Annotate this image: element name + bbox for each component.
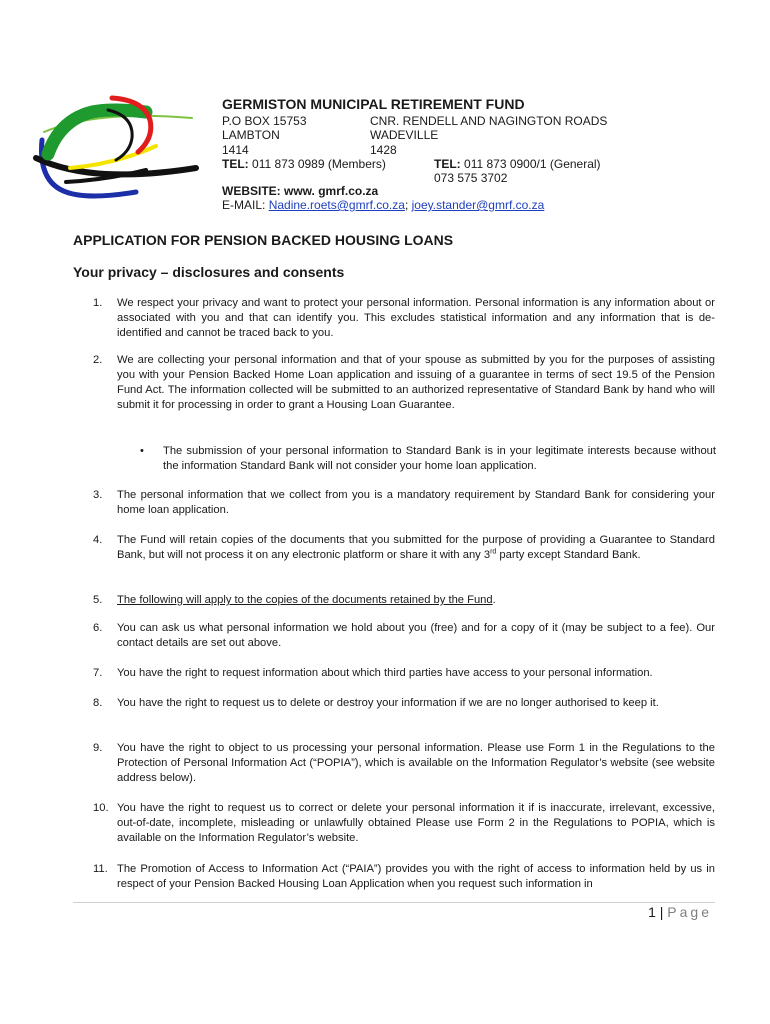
tel-label: TEL: bbox=[222, 157, 249, 171]
item-text-part: party except Standard Bank. bbox=[496, 549, 641, 561]
list-item bbox=[93, 862, 715, 892]
ordinal-suffix: rd bbox=[490, 548, 497, 556]
tel-members-line bbox=[222, 157, 386, 171]
item-text: The Promotion of Access to Information Act (“PAIA”) provides you with the right of access to information held by us in respect of your Pension Backed Housing Loan Application when you request such information in bbox=[117, 863, 715, 890]
list-item bbox=[93, 741, 715, 786]
email-separator: ; bbox=[404, 198, 409, 212]
item-number: 9. bbox=[93, 742, 103, 754]
street-address: CNR. RENDELL AND NAGINGTON ROADS bbox=[370, 114, 608, 128]
item-number: 10. bbox=[93, 802, 109, 814]
item-text-part: The Fund will retain copies of the documents that you submitted for the purpose of providing a Guarantee to Standard Bank, but will not process it on any electronic platform or share it with any 3 bbox=[117, 534, 715, 561]
document-title: APPLICATION FOR PENSION BACKED HOUSING LOANS bbox=[73, 232, 454, 248]
tel-general-line bbox=[434, 157, 601, 171]
item-number: 3. bbox=[93, 489, 103, 501]
city-right: WADEVILLE bbox=[370, 128, 439, 142]
list-item bbox=[93, 696, 715, 711]
list-item bbox=[93, 666, 715, 681]
item-text-trail: . bbox=[492, 594, 496, 606]
item-text: You have the right to request information about which third parties have access to your personal information. bbox=[117, 667, 653, 679]
postal-code-left: 1414 bbox=[222, 143, 249, 157]
item-number: 8. bbox=[93, 697, 103, 709]
list-item bbox=[93, 353, 715, 413]
item-text: We respect your privacy and want to protect your personal information. Personal information is any information about or associated with you and that can identify you. This excludes statistical information and any information that is de-identified and cannot be traced back to you. bbox=[117, 297, 715, 339]
fund-logo bbox=[26, 90, 206, 200]
item-number: 1. bbox=[93, 297, 103, 309]
tel-general: 011 873 0900/1 (General) bbox=[464, 157, 601, 171]
list-item bbox=[93, 593, 715, 608]
city-left: LAMBTON bbox=[222, 128, 280, 142]
tel-members: 011 873 0989 (Members) bbox=[252, 157, 386, 171]
item-text: You have the right to request us to delete or destroy your information if we are no longer authorised to keep it. bbox=[117, 697, 659, 709]
list-item bbox=[93, 801, 715, 846]
page-number-value: 1 bbox=[648, 904, 656, 920]
item-number: 7. bbox=[93, 667, 103, 679]
item-text: The personal information that we collect from you is a mandatory requirement by Standard Bank for considering your home loan application. bbox=[117, 489, 715, 516]
item-text: You have the right to request us to correct or delete your personal information it if is inaccurate, irrelevant, excessive, out-of-date, incomplete, misleading or unlawfully obtained Please use Form 2 in the Regulations to POPIA, which is available on the Information Regulator’s website. bbox=[117, 802, 715, 844]
section-heading: Your privacy – disclosures and consents bbox=[73, 264, 345, 280]
item-number: 11. bbox=[93, 863, 108, 875]
item-text: You have the right to object to us processing your personal information. Please use Form 1 in the Regulations to the Protection of Personal Information Act (“POPIA”), which is available on the Information Regulator’s website (see website address below). bbox=[117, 742, 715, 784]
list-item bbox=[93, 488, 715, 518]
item-text-underlined: The following will apply to the copies of the documents retained by the Fund bbox=[117, 594, 493, 606]
list-item bbox=[93, 296, 715, 341]
item-number: 5. bbox=[93, 594, 103, 606]
item-text bbox=[117, 593, 715, 608]
page-separator: | bbox=[659, 904, 664, 920]
item-text: You can ask us what personal information we hold about you (free) and for a copy of it (may be subject to a fee). Our contact details are set out above. bbox=[117, 622, 715, 649]
tel-extra: 073 575 3702 bbox=[434, 171, 508, 185]
list-item bbox=[93, 533, 715, 563]
website-line: WEBSITE: www. gmrf.co.za bbox=[222, 184, 379, 198]
item-number: 4. bbox=[93, 534, 103, 546]
email-link-joey[interactable]: joey.stander@gmrf.co.za bbox=[411, 198, 545, 212]
email-link-nadine[interactable]: Nadine.roets@gmrf.co.za bbox=[268, 198, 405, 212]
item-number: 2. bbox=[93, 354, 103, 366]
bullet-text: The submission of your personal information to Standard Bank is in your legitimate interests because without the information Standard Bank will not consider your home loan application. bbox=[163, 445, 716, 472]
email-label: E-MAIL: bbox=[222, 198, 266, 212]
page-word: Page bbox=[667, 904, 712, 920]
bullet-item bbox=[140, 444, 716, 474]
item-text: We are collecting your personal information and that of your spouse as submitted by you for the purposes of assisting you with your Pension Backed Home Loan application and issuing of a guarantee in terms of sect 19.5 of the Pension Fund Act. The information collected will be submitted to an authorized representative of Standard Bank by hand who will submit it for processing in order to grant a Housing Loan Guarantee. bbox=[117, 354, 715, 411]
item-number: 6. bbox=[93, 622, 103, 634]
footer-divider bbox=[73, 902, 715, 903]
email-line bbox=[222, 198, 544, 212]
list-item bbox=[93, 621, 715, 651]
bullet-symbol: • bbox=[140, 445, 144, 457]
tel-label-general: TEL: bbox=[434, 157, 461, 171]
fund-name: GERMISTON MUNICIPAL RETIREMENT FUND bbox=[222, 96, 525, 112]
postal-code-right: 1428 bbox=[370, 143, 397, 157]
item-text bbox=[117, 533, 715, 563]
page-number bbox=[648, 904, 712, 920]
po-box: P.O BOX 15753 bbox=[222, 114, 307, 128]
